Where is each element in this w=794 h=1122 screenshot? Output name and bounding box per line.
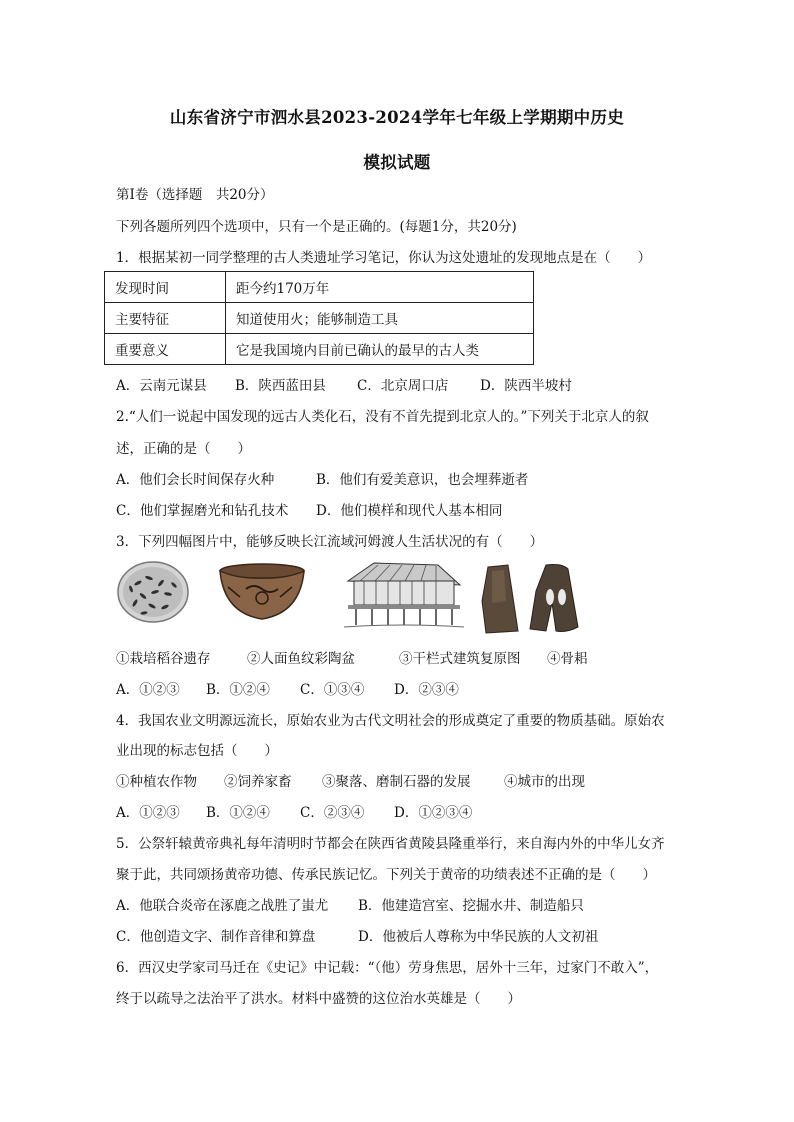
- table-row: [105, 272, 534, 303]
- option-b: B．他建造宫室、挖掘水井、制造船只: [358, 898, 584, 914]
- q4-stem-1: 4．我国农业文明源远流长，原始农业为古代文明社会的形成奠定了重要的物质基础。原始农: [116, 713, 665, 729]
- section-heading: 第Ⅰ卷（选择题 共20分）: [116, 187, 274, 203]
- q1-info-table: [104, 271, 534, 365]
- q4-item-3: ③聚落、磨制石器的发展: [322, 774, 471, 790]
- option-a: A．他们会长时间保存火种: [116, 472, 275, 488]
- table-key: 重要意义: [105, 334, 226, 365]
- q3-caption-2: ②人面鱼纹彩陶盆: [247, 651, 355, 667]
- option-d: D．他被后人尊称为中华民族的人文初祖: [358, 929, 599, 945]
- option-d: D．陕西半坡村: [480, 378, 572, 394]
- option-d: D．他们模样和现代人基本相同: [316, 503, 503, 519]
- option-d: D．②③④: [394, 682, 459, 698]
- q2-stem-1: 2.“人们一说起中国发现的远古人类化石，没有不首先提到北京人的。”下列关于北京人的叙: [116, 409, 649, 425]
- table-row: [105, 334, 534, 365]
- option-a: A．①②③: [116, 805, 180, 821]
- q6-stem-2: 终于以疏导之法治平了洪水。材料中盛赞的这位治水英雄是（ ）: [116, 991, 521, 1007]
- q3-stem: 3．下列四幅图片中，能够反映长江流域河姆渡人生活状况的有（ ）: [116, 534, 544, 550]
- table-value: 它是我国境内目前已确认的最早的古人类: [226, 334, 534, 365]
- option-c: C．他创造文字、制作音律和算盘: [116, 929, 316, 945]
- option-c: C．他们掌握磨光和钻孔技术: [116, 503, 289, 519]
- option-b: B．①②④: [206, 682, 270, 698]
- option-b: B．①②④: [206, 805, 270, 821]
- bone-spade-image: [482, 565, 578, 634]
- q1-stem: 1．根据某初一同学整理的古人类遗址学习笔记，你认为这处遗址的发现地点是在（ ）: [116, 250, 652, 266]
- q5-stem-1: 5．公祭轩辕黄帝典礼每年清明时节都会在陕西省黄陵县隆重举行，来自海内外的中华儿女齐: [116, 836, 665, 852]
- q1-options: [116, 374, 572, 394]
- q4-item-1: ①种植农作物: [116, 774, 197, 790]
- option-b: B．陕西蓝田县: [235, 378, 326, 394]
- q2-stem-2: 述，正确的是（ ）: [116, 441, 251, 457]
- q3-caption-4: ④骨耜: [547, 651, 588, 667]
- option-c: C．①③④: [300, 682, 365, 698]
- q4-item-4: ④城市的出现: [504, 774, 585, 790]
- q4-stem-2: 业出现的标志包括（ ）: [116, 743, 278, 759]
- option-d: D．①②③④: [394, 805, 473, 821]
- stilt-house-image: [344, 563, 464, 627]
- q5-options-row-2: [116, 925, 598, 945]
- option-a: A．云南元谋县: [116, 378, 207, 394]
- table-value: 知道使用火；能够制造工具: [226, 303, 534, 334]
- option-b: B．他们有爱美意识，也会埋葬逝者: [316, 472, 529, 488]
- q3-pictures: [116, 561, 606, 636]
- q6-stem-1: 6．西汉史学家司马迁在《史记》中记载：“（他）劳身焦思，居外十三年，过家门不敢入”，: [116, 960, 659, 976]
- table-value: 距今约170万年: [226, 272, 534, 303]
- q2-options-row-1: [116, 468, 528, 488]
- q2-options-row-2: [116, 499, 502, 519]
- table-key: 发现时间: [105, 272, 226, 303]
- q5-options-row-1: [116, 894, 584, 914]
- title-line-1: 山东省济宁市泗水县2023-2024学年七年级上学期期中历史: [169, 108, 625, 127]
- section-instruction: 下列各题所列四个选项中，只有一个是正确的。(每题1分，共20分): [116, 219, 517, 235]
- rice-remains-image: [118, 562, 188, 622]
- q4-item-2: ②饲养家畜: [224, 774, 292, 790]
- option-a: A．他联合炎帝在涿鹿之战胜了蚩尤: [116, 898, 329, 914]
- q3-caption-1: ①栽培稻谷遗存: [116, 651, 211, 667]
- q3-images-svg: [116, 561, 606, 636]
- table-key: 主要特征: [105, 303, 226, 334]
- q3-options: [116, 678, 459, 698]
- option-c: C．北京周口店: [357, 378, 449, 394]
- q4-items: [116, 770, 585, 790]
- q3-caption-3: ③干栏式建筑复原图: [399, 651, 521, 667]
- q4-options: [116, 801, 472, 821]
- option-c: C．②③④: [300, 805, 365, 821]
- q5-stem-2: 聚于此，共同颂扬黄帝功德、传承民族记忆。下列关于黄帝的功绩表述不正确的是（ ）: [116, 867, 656, 883]
- option-a: A．①②③: [116, 682, 180, 698]
- title-line-2: 模拟试题: [363, 153, 431, 172]
- table-row: [105, 303, 534, 334]
- pottery-basin-image: [220, 564, 304, 619]
